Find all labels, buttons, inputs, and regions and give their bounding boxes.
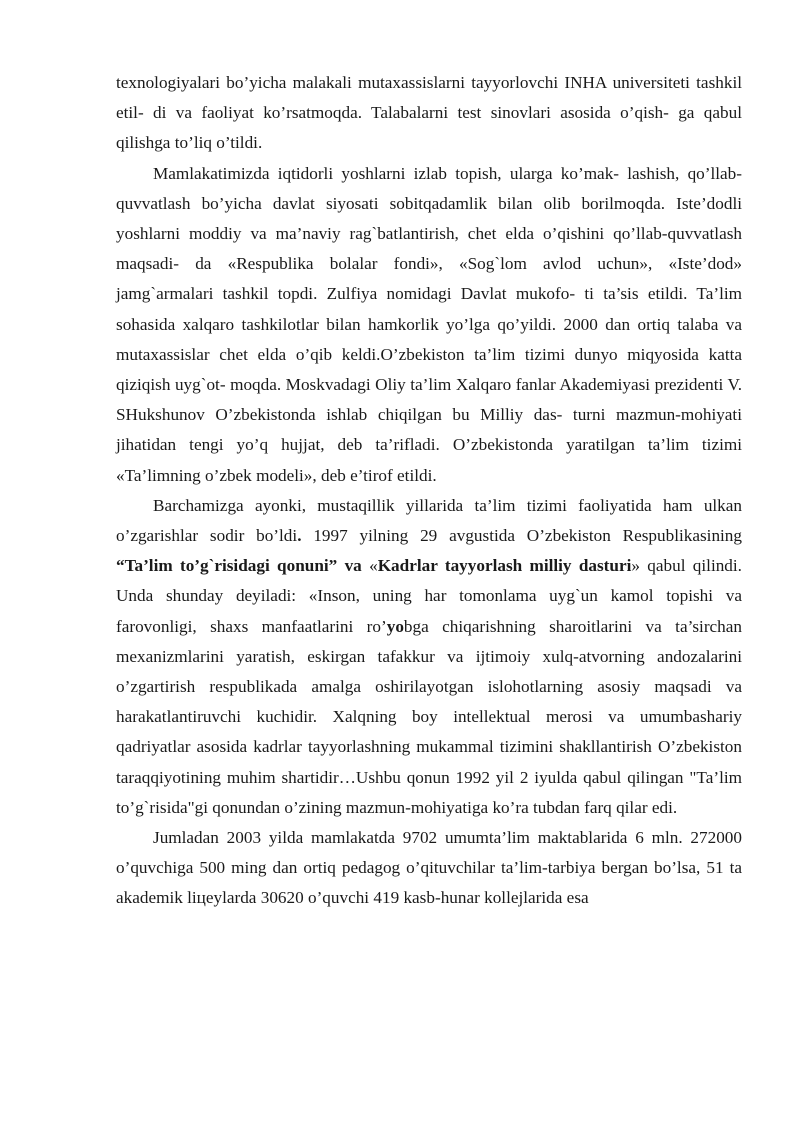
paragraph-3 [116,491,742,823]
paragraph-3-text-g: » qabul qilindi. Unda shunday deyiladi: «Inson, uning har tomonlama uyg`un kamol topishi va farovonligi, shaxs manfaatlarini ro’ [116,556,742,636]
paragraph-3-bold-period: . [297,526,302,546]
law-title-bold: “Ta’lim to’g`risidagi qonuni” va [116,556,362,576]
paragraph-1: texnologiyalari bo’yicha malakali mutaxassislarni tayyorlovchi INHA universiteti tashkil etil- di va faoliyat ko’rsatmoqda. Talabalarni test sinovlari asosida o’qish- ga qabul qilishga to’liq o’tildi. [116,73,742,153]
paragraph-4: Jumladan 2003 yilda mamlakatda 9702 umumta’lim maktablarida 6 mln. 272000 o’quvchiga 500 ming dan ortiq pedagog o’qituvchilar ta’lim-tarbiya bergan bo’lsa, 51 ta akademik liцeylarda 30620 o’quvchi 419 kasb-hunar kollejlarida esa [116,828,742,908]
program-title-bold: Kadrlar tayyorlash milliy dasturi [377,556,632,576]
paragraph-3-text-e: « [361,556,378,576]
paragraph-3-text-a: Barchamizga ayonki, mustaqillik yillarida ta’lim tizimi faoliyatida ham ulkan o’zgarishlar sodir bo’ldi [116,495,742,546]
paragraph-3-bold-yo: yo [386,616,404,636]
document-page [116,68,742,914]
paragraph-3-text-i: bga chiqarishning sharoitlarini va ta’sirchan mexanizmlarini yaratish, eskirgan tafakkur va ijtimoiy xulq-atvorning andozalarini o’zgartirish respublikada amalga oshirilayotgan islohotlarning asosiy maqsadi va harakatlantiruvchi kuchidir. Xalqning boy intellektual merosi va umumbashariy qadriyatlar asosida kadrlar tayyorlashning mukammal tizimini shakllantirish O’zbekiston taraqqiyotining muhim shartidir…Ushbu qonun 1992 yil 2 iyulda qabul qilingan "Ta’lim to’g`risida"gi qonundan o’zining mazmun-mohiyatiga ko’ra tubdan farq qilar edi. [116,616,742,817]
paragraph-3-text-c: 1997 yilning 29 avgustida O’zbekiston Respublikasining [301,526,742,546]
paragraph-2: Mamlakatimizda iqtidorli yoshlarni izlab topish, ularga ko’mak- lashish, qo’llab-quvvatlash bo’yicha davlat siyosati sobitqadamlik bilan olib borilmoqda. Iste’dodli yoshlarni moddiy va ma’naviy rag`batlantirish, chet elda o’qishini qo’llab-quvvatlash maqsadi- da «Respublika bolalar fondi», «Sog`lom avlod uchun», «Iste’dod» jamg`armalari tashkil topdi. Zulfiya nomidagi Davlat mukofo- ti ta’sis etildi. Ta’lim sohasida xalqaro tashkilotlar bilan hamkorlik yo’lga qo’yildi. 2000 dan ortiq talaba va mutaxassislar chet elda o’qib keldi.O’zbekiston ta’lim tizimi dunyo miqyosida katta qiziqish uyg`ot- moqda. Moskvadagi Oliy ta’lim Xalqaro fanlar Akademiyasi prezidenti V. SHukshunov O’zbekistonda ishlab chiqilgan bu Milliy das- turni mazmun-mohiyati jihatidan tengi yo’q hujjat, deb ta’rifladi. O’zbekistonda yaratilgan ta’lim tizimi «Ta’limning o’zbek modeli», deb e’tirof etildi. [116,163,742,485]
